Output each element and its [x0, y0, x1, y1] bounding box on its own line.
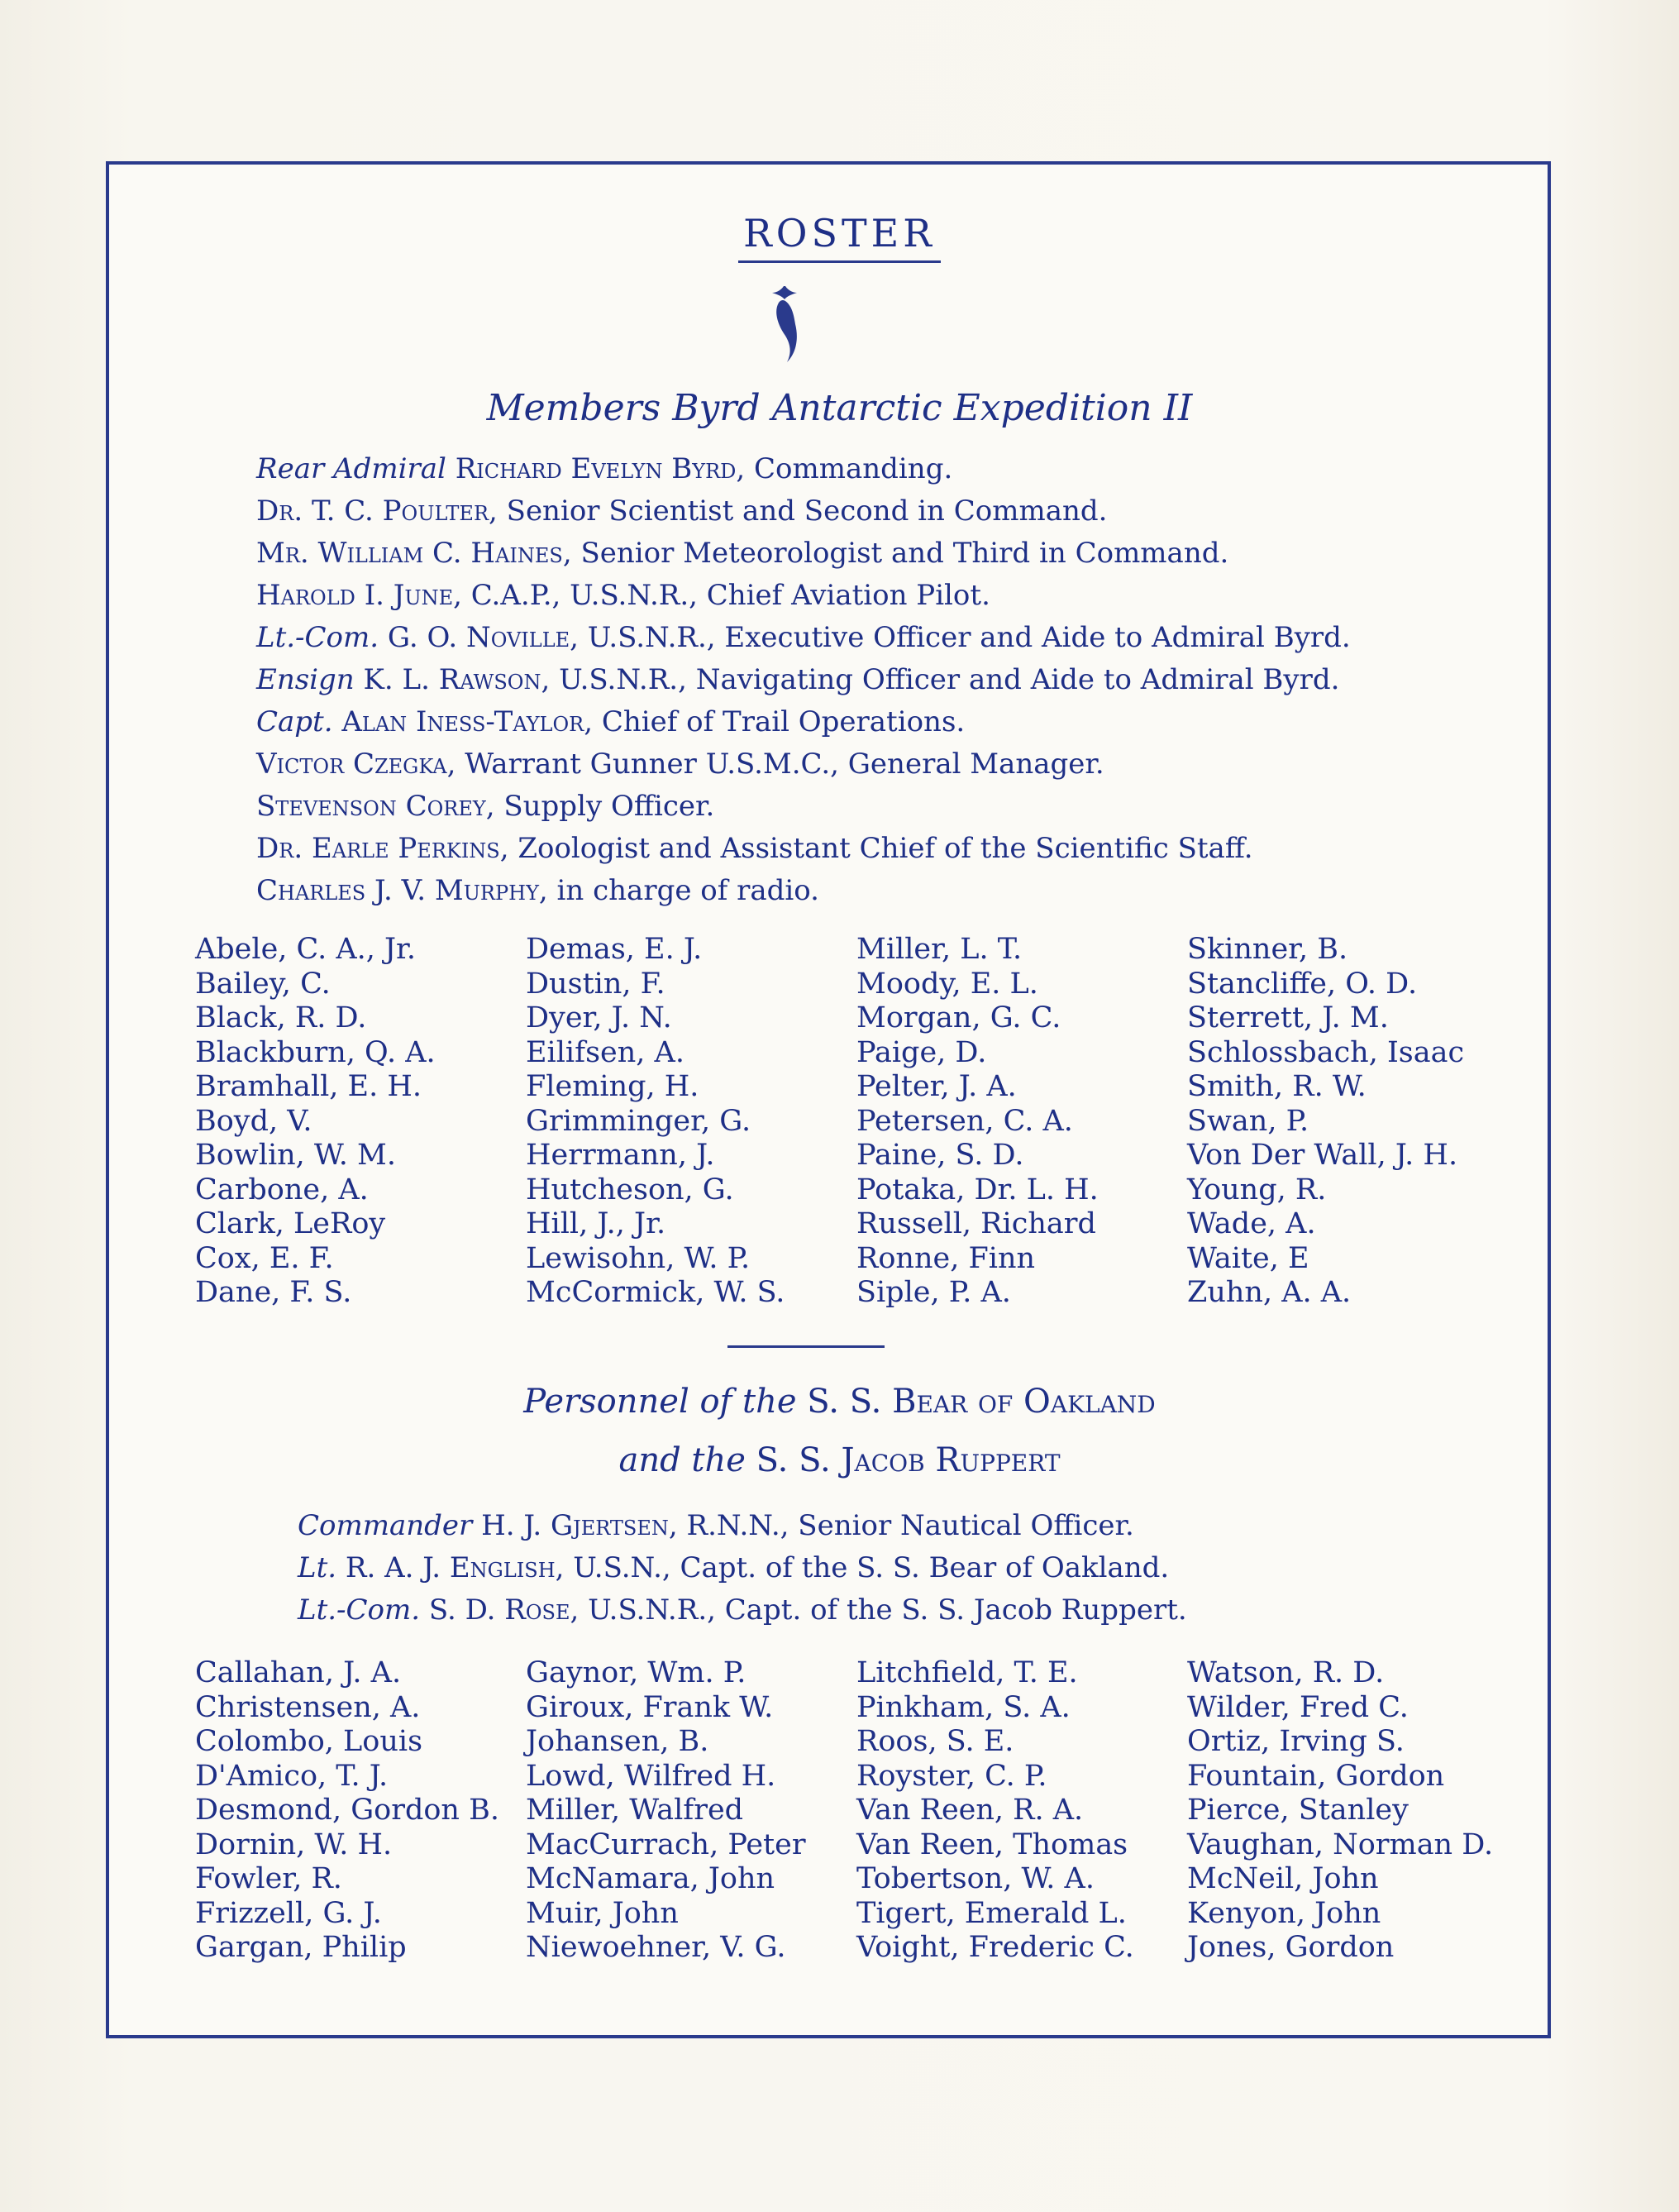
roster-name: Young, R. — [1187, 1173, 1327, 1206]
roster-name: Miller, Walfred — [526, 1794, 744, 1827]
roster-name: Grimminger, G. — [526, 1104, 751, 1138]
officer-row — [256, 786, 1351, 828]
roster-name: Pelter, J. A. — [856, 1070, 1017, 1103]
officer-name: S. D. Rose — [428, 1593, 570, 1627]
roster-name: MacCurrach, Peter — [526, 1827, 806, 1861]
officer-row — [298, 1505, 1187, 1547]
roster-name: Roos, S. E. — [856, 1725, 1014, 1758]
roster-name: Gargan, Philip — [195, 1931, 407, 1964]
roster-name: Abele, C. A., Jr. — [195, 933, 417, 966]
roster-name: Johansen, B. — [526, 1725, 709, 1758]
section-divider — [727, 1345, 885, 1348]
roster-name: Royster, C. P. — [856, 1759, 1047, 1793]
roster-name: Von Der Wall, J. H. — [1187, 1139, 1458, 1172]
officer-name: G. O. Noville — [387, 621, 570, 654]
roster-name: Lewisohn, W. P. — [526, 1241, 751, 1275]
officer-rank: Capt. — [256, 705, 333, 738]
officer-row — [256, 870, 1351, 912]
officer-row — [256, 659, 1351, 701]
roster-name: Fountain, Gordon — [1187, 1759, 1445, 1793]
roster-name: Paige, D. — [856, 1035, 987, 1069]
officer-role: , Supply Officer. — [485, 790, 715, 823]
roster-name: Wade, A. — [1187, 1207, 1316, 1240]
roster-column — [195, 933, 436, 1311]
roster-name: Bramhall, E. H. — [195, 1070, 422, 1103]
officer-row — [298, 1547, 1187, 1589]
roster-name: McNeil, John — [1187, 1862, 1379, 1895]
officer-row — [256, 533, 1351, 575]
expedition-officers-list — [256, 448, 1351, 912]
roster-name: Siple, P. A. — [856, 1276, 1011, 1309]
roster-name: Black, R. D. — [195, 1001, 367, 1034]
roster-name: Blackburn, Q. A. — [195, 1035, 436, 1069]
officer-name: Stevenson Corey — [256, 790, 486, 823]
officer-name: Victor Czegka — [256, 748, 447, 781]
roster-name: Giroux, Frank W. — [526, 1690, 774, 1724]
roster-column — [856, 933, 1099, 1311]
roster-name: Frizzell, G. J. — [195, 1896, 382, 1930]
officer-row — [256, 701, 1351, 743]
roster-column — [1187, 1656, 1493, 1966]
roster-name: Morgan, G. C. — [856, 1001, 1061, 1034]
roster-column — [1187, 933, 1464, 1311]
roster-name: Bailey, C. — [195, 967, 331, 1001]
pepper-ornament-icon — [761, 283, 810, 365]
roster-name: Hutcheson, G. — [526, 1173, 734, 1206]
roster-name: Fowler, R. — [195, 1862, 342, 1895]
officer-row — [256, 575, 1351, 617]
officer-role: , U.S.N.R., Capt. of the S. S. Jacob Ruppert. — [570, 1593, 1187, 1627]
officer-name: Richard Evelyn Byrd — [455, 452, 737, 485]
officer-name: Charles J. V. Murphy — [256, 874, 539, 907]
roster-name: Watson, R. D. — [1187, 1656, 1385, 1689]
officer-role: , U.S.N.R., Executive Officer and Aide to Admiral Byrd. — [570, 621, 1351, 654]
roster-name: D'Amico, T. J. — [195, 1759, 389, 1793]
officer-rank: Rear Admiral — [256, 452, 446, 485]
officer-name: R. A. J. English — [345, 1551, 556, 1584]
section1-heading: Members Byrd Antarctic Expedition II — [486, 387, 1193, 429]
roster-name: Schlossbach, Isaac — [1187, 1035, 1465, 1069]
roster-column — [195, 1656, 499, 1966]
officer-row — [256, 617, 1351, 659]
roster-name: Smith, R. W. — [1187, 1070, 1367, 1103]
roster-name: Sterrett, J. M. — [1187, 1001, 1389, 1034]
page-title — [0, 211, 1679, 256]
officer-role: , U.S.N.R., Navigating Officer and Aide to Admiral Byrd. — [541, 663, 1340, 696]
roster-name: Miller, L. T. — [856, 933, 1023, 966]
ship-personnel-grid — [195, 1656, 1518, 1971]
officer-role: , Zoologist and Assistant Chief of the Scientific Staff. — [499, 832, 1253, 865]
officer-name: H. J. Gjertsen — [481, 1509, 669, 1542]
roster-name: McCormick, W. S. — [526, 1276, 785, 1309]
expedition-members-grid — [195, 933, 1518, 1313]
section2-heading2-italic: and the — [618, 1441, 746, 1479]
roster-name: Pinkham, S. A. — [856, 1690, 1071, 1724]
roster-column — [526, 933, 785, 1311]
officer-name: Harold I. June — [256, 579, 454, 612]
roster-name: Callahan, J. A. — [195, 1656, 402, 1689]
roster-name: Swan, P. — [1187, 1104, 1309, 1138]
roster-name: Potaka, Dr. L. H. — [856, 1173, 1099, 1206]
roster-name: Zuhn, A. A. — [1187, 1276, 1352, 1309]
roster-name: Van Reen, R. A. — [856, 1794, 1084, 1827]
roster-name: Tobertson, W. A. — [856, 1862, 1095, 1895]
roster-name: Cox, E. F. — [195, 1241, 334, 1275]
roster-name: Boyd, V. — [195, 1104, 312, 1138]
roster-name: Lowd, Wilfred H. — [526, 1759, 776, 1793]
section2-heading1-italic: Personnel of the — [523, 1383, 797, 1421]
roster-name: Christensen, A. — [195, 1690, 421, 1724]
roster-name: Paine, S. D. — [856, 1139, 1024, 1172]
officer-role: , R.N.N., Senior Nautical Officer. — [668, 1509, 1134, 1542]
roster-name: Carbone, A. — [195, 1173, 369, 1206]
roster-name: Vaughan, Norman D. — [1187, 1827, 1494, 1861]
officer-row — [256, 828, 1351, 870]
roster-name: Voight, Frederic C. — [856, 1931, 1134, 1964]
roster-name: Dane, F. S. — [195, 1276, 352, 1309]
officer-rank: Lt.-Com. — [298, 1593, 421, 1627]
roster-column — [856, 1656, 1134, 1966]
roster-name: Dornin, W. H. — [195, 1827, 393, 1861]
section2-heading2-ship: S. S. Jacob Ruppert — [756, 1441, 1061, 1479]
roster-name: Colombo, Louis — [195, 1725, 423, 1758]
roster-name: Russell, Richard — [856, 1207, 1096, 1240]
roster-name: Stancliffe, O. D. — [1187, 967, 1418, 1001]
roster-name: Petersen, C. A. — [856, 1104, 1073, 1138]
officer-rank: Lt. — [298, 1551, 337, 1584]
roster-name: Litchfield, T. E. — [856, 1656, 1078, 1689]
officer-row — [298, 1589, 1187, 1632]
officer-role: , in charge of radio. — [538, 874, 819, 907]
officer-row — [256, 490, 1351, 533]
roster-name: Wilder, Fred C. — [1187, 1690, 1409, 1724]
officer-rank: Commander — [298, 1509, 473, 1542]
roster-name: Ronne, Finn — [856, 1241, 1036, 1275]
officer-name: Dr. Earle Perkins — [256, 832, 500, 865]
officer-row — [256, 448, 1351, 490]
roster-name: Waite, E — [1187, 1241, 1309, 1275]
roster-name: Dyer, J. N. — [526, 1001, 672, 1034]
officer-rank: Lt.-Com. — [256, 621, 379, 654]
roster-name: Moody, E. L. — [856, 967, 1038, 1001]
section2-heading-line2 — [0, 1431, 1679, 1489]
officer-role: , Warrant Gunner U.S.M.C., General Manager. — [446, 748, 1104, 781]
officer-role: , C.A.P., U.S.N.R., Chief Aviation Pilot. — [453, 579, 990, 612]
officer-name: K. L. Rawson — [363, 663, 541, 696]
section2-heading-line1 — [0, 1373, 1679, 1431]
roster-name: Clark, LeRoy — [195, 1207, 386, 1240]
roster-name: McNamara, John — [526, 1862, 775, 1895]
roster-name: Tigert, Emerald L. — [856, 1896, 1127, 1930]
roster-name: Eilifsen, A. — [526, 1035, 684, 1069]
officer-role: , Chief of Trail Operations. — [584, 705, 966, 738]
roster-name: Hill, J., Jr. — [526, 1207, 666, 1240]
officer-name: Dr. T. C. Poulter — [256, 494, 489, 528]
officer-name: Mr. William C. Haines — [256, 537, 563, 570]
roster-name: Fleming, H. — [526, 1070, 699, 1103]
officer-name: Alan Iness-Taylor — [341, 705, 584, 738]
roster-title-text: ROSTER — [738, 211, 941, 263]
roster-column — [526, 1656, 806, 1966]
roster-name: Herrmann, J. — [526, 1139, 715, 1172]
roster-name: Desmond, Gordon B. — [195, 1794, 499, 1827]
roster-name: Ortiz, Irving S. — [1187, 1725, 1405, 1758]
section2-heading1-ship: S. S. Bear of Oakland — [807, 1383, 1156, 1421]
officer-rank: Ensign — [256, 663, 355, 696]
roster-name: Jones, Gordon — [1187, 1931, 1395, 1964]
roster-name: Gaynor, Wm. P. — [526, 1656, 746, 1689]
roster-name: Pierce, Stanley — [1187, 1794, 1409, 1827]
roster-name: Kenyon, John — [1187, 1896, 1381, 1930]
officer-role: , Commanding. — [736, 452, 953, 485]
officer-row — [256, 743, 1351, 786]
officer-role: , Senior Meteorologist and Third in Command. — [562, 537, 1229, 570]
roster-name: Dustin, F. — [526, 967, 665, 1001]
ship-officers-list — [298, 1505, 1187, 1632]
roster-name: Niewoehner, V. G. — [526, 1931, 786, 1964]
roster-name: Bowlin, W. M. — [195, 1139, 397, 1172]
officer-role: , Senior Scientist and Second in Command. — [489, 494, 1108, 528]
roster-name: Demas, E. J. — [526, 933, 703, 966]
roster-name: Skinner, B. — [1187, 933, 1348, 966]
roster-name: Van Reen, Thomas — [856, 1827, 1128, 1861]
roster-name: Muir, John — [526, 1896, 679, 1930]
officer-role: , U.S.N., Capt. of the S. S. Bear of Oakland. — [555, 1551, 1170, 1584]
